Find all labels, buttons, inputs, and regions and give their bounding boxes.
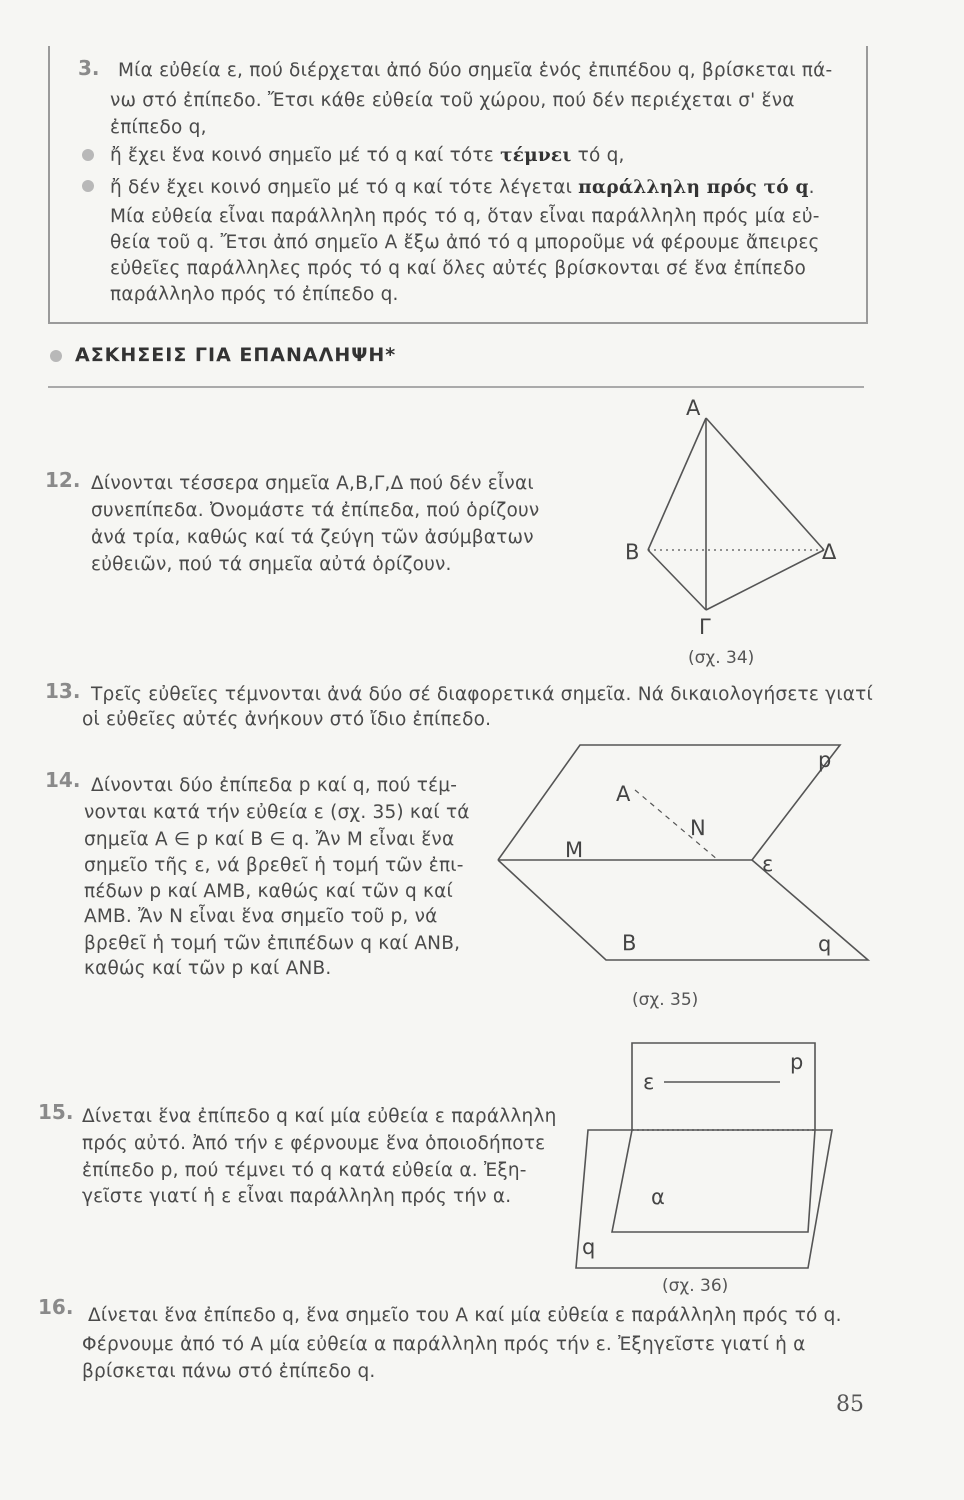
- fig34-caption: (σχ. 34): [688, 648, 755, 668]
- theory-number: 3.: [78, 56, 100, 80]
- fig36-label-a: α: [651, 1185, 665, 1209]
- exercise-14-line-5: πέδων p καί ΑΜΒ, καθώς καί τῶν q καί: [84, 881, 454, 902]
- exercise-13-number: 13.: [45, 679, 81, 703]
- fig34-label-a: Α: [686, 396, 701, 420]
- theory-line-2: νω στό ἐπίπεδο. Ἔτσι κάθε εὐθεία τοῦ χώρου, πού δέν περιέχεται σ' ἕνα: [110, 90, 795, 111]
- theory-line-3: ἐπίπεδο q,: [110, 117, 207, 138]
- fig35-label-e: ε: [762, 852, 774, 876]
- exercise-12-line-4: εὐθειῶν, πού τά σημεῖα αὐτά ὁρίζουν.: [91, 554, 452, 575]
- theory-tail-1: Μία εὐθεία εἶναι παράλληλη πρός τό q, ὅταν εἶναι παράλληλη πρός μία εὐ-: [110, 206, 820, 227]
- exercise-12-line-1: Δίνονται τέσσερα σημεῖα Α,Β,Γ,Δ πού δέν εἶναι: [91, 473, 534, 494]
- exercise-13-line-2: οἱ εὐθεῖες αὐτές ἀνήκουν στό ἴδιο ἐπίπεδο.: [82, 709, 492, 730]
- exercise-15-number: 15.: [38, 1100, 74, 1124]
- exercise-14-line-8: καθώς καί τῶν p καί ΑΝΒ.: [84, 958, 332, 979]
- theory-tail-2: θεία τοῦ q. Ἔτσι ἀπό σημεῖο Α ἔξω ἀπό τό q μποροῦμε νά φέρουμε ἄπειρες: [110, 232, 820, 253]
- exercise-14-line-4: σημεῖο τῆς ε, νά βρεθεῖ ἡ τομή τῶν ἐπι-: [84, 855, 464, 876]
- fig34-label-b: Β: [625, 540, 640, 564]
- exercise-14-line-3: σημεῖα Α ∈ p καί Β ∈ q. Ἄν Μ εἶναι ἕνα: [84, 829, 455, 850]
- exercise-16-number: 16.: [38, 1295, 74, 1319]
- section-heading: ΑΣΚΗΣΕΙΣ ΓΙΑ ΕΠΑΝΑΛΗΨΗ*: [75, 344, 397, 366]
- plane-p-bottom: [612, 1130, 815, 1232]
- fig34-label-d: Δ: [822, 540, 837, 564]
- exercise-16-line-3: βρίσκεται πάνω στό ἐπίπεδο q.: [82, 1361, 376, 1382]
- theory-line-1: Μία εὐθεία ε, πού διέρχεται ἀπό δύο σημεῖα ἑνός ἐπιπέδου q, βρίσκεται πά-: [118, 60, 833, 81]
- fig35-label-b: Β: [622, 931, 637, 955]
- exercise-13-line-1: Τρεῖς εὐθεῖες τέμνονται ἀνά δύο σέ διαφορετικά σημεῖα. Νά δικαιολογήσετε γιατί: [91, 684, 873, 705]
- plane-q: [576, 1130, 832, 1268]
- fig34-label-g: Γ: [699, 615, 711, 639]
- theory-tail-4: παράλληλο πρός τό ἐπίπεδο q.: [110, 284, 399, 305]
- exercise-14-number: 14.: [45, 768, 81, 792]
- exercise-14-line-6: ΑΜΒ. Ἄν Ν εἶναι ἕνα σημεῖο τοῦ p, νά: [84, 906, 438, 927]
- fig35-label-m: Μ: [565, 838, 584, 862]
- fig35-label-q: q: [818, 932, 832, 956]
- exercise-12-number: 12.: [45, 468, 81, 492]
- fig36-label-e: ε: [643, 1070, 655, 1094]
- exercise-12-line-3: ἀνά τρία, καθώς καί τά ζεύγη τῶν ἀσύμβατων: [91, 527, 534, 548]
- exercise-15-line-3: ἐπίπεδο p, πού τέμνει τό q κατά εὐθεία α. Ἐξη-: [82, 1160, 527, 1181]
- fig35-label-a: Α: [616, 782, 631, 806]
- theory-tail-3: εὐθεῖες παράλληλες πρός τό q καί ὅλες αὐτές βρίσκονται σέ ἕνα ἐπίπεδο: [110, 258, 807, 279]
- exercise-14-line-1: Δίνονται δύο ἐπίπεδα p καί q, πού τέμ-: [91, 775, 458, 796]
- fig35-caption: (σχ. 35): [632, 990, 699, 1010]
- fig36-label-q: q: [582, 1235, 596, 1259]
- fig35-label-p: p: [818, 748, 832, 772]
- exercise-14-line-7: βρεθεῖ ἡ τομή τῶν ἐπιπέδων q καί ΑΝΒ,: [84, 933, 461, 954]
- exercise-15-line-2: πρός αὐτό. Ἀπό τήν ε φέρνουμε ἕνα ὁποιοδήποτε: [82, 1133, 546, 1154]
- theory-bullet-1: ἤ ἔχει ἕνα κοινό σημεῖο μέ τό q καί τότε τέμνει τό q,: [110, 145, 625, 166]
- exercise-12-line-2: συνεπίπεδα. Ὀνομάστε τά ἐπίπεδα, πού ὁρίζουν: [91, 500, 540, 521]
- exercise-16-line-2: Φέρνουμε ἀπό τό Α μία εὐθεία α παράλληλη πρός τήν ε. Ἐξηγεῖστε γιατί ἡ α: [82, 1334, 806, 1355]
- fig36-caption: (σχ. 36): [662, 1276, 729, 1296]
- theory-bullet-2: ἤ δέν ἔχει κοινό σημεῖο μέ τό q καί τότε λέγεται παράλληλη πρός τό q.: [110, 177, 815, 198]
- fig35-label-n: Ν: [690, 816, 706, 840]
- exercise-16-line-1: Δίνεται ἕνα ἐπίπεδο q, ἕνα σημεῖο του Α καί μία εὐθεία ε παράλληλη πρός τό q.: [88, 1305, 842, 1326]
- exercise-14-line-2: νονται κατά τήν εὐθεία ε (σχ. 35) καί τά: [84, 802, 470, 823]
- exercise-15-line-4: γεῖστε γιατί ἡ ε εἶναι παράλληλη πρός τήν α.: [82, 1186, 512, 1207]
- plane-p-top: [632, 1043, 815, 1130]
- page-number: 85: [836, 1392, 864, 1417]
- fig36-label-p: p: [790, 1050, 804, 1074]
- exercise-15-line-1: Δίνεται ἕνα ἐπίπεδο q καί μία εὐθεία ε παράλληλη: [82, 1106, 557, 1127]
